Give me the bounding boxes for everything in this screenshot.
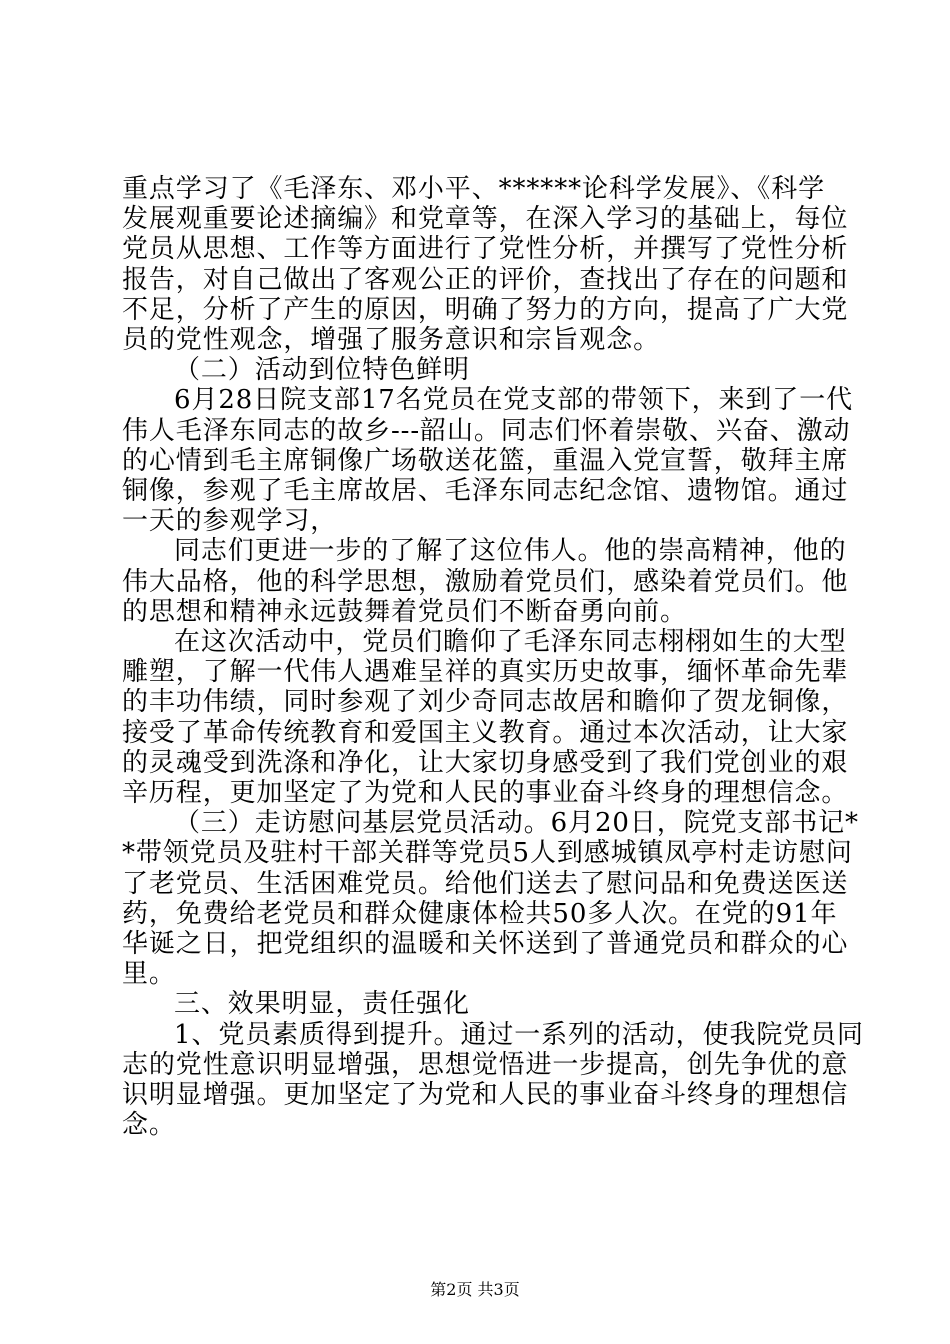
section-heading: 三、效果明显，责任强化 [174, 989, 470, 1020]
body-text-line: 6月28日院支部17名党员在党支部的带领下，来到了一代 [174, 385, 854, 416]
body-text-line: 志的党性意识明显增强，思想觉悟进一步提高，创先争优的意 [122, 1049, 849, 1080]
body-text-line: 不足，分析了产生的原因，明确了努力的方向，提高了广大党 [122, 294, 849, 325]
body-text-line: 华诞之日，把党组织的温暖和关怀送到了普通党员和群众的心 [122, 929, 849, 959]
body-text-line: 辛历程，更加坚定了为党和人民的事业奋斗终身的理想信念。 [122, 778, 849, 808]
section-heading: （三）走访慰问基层党员活动。6月20日，院党支部书记* [174, 808, 859, 839]
body-text-line: 识明显增强。更加坚定了为党和人民的事业奋斗终身的理想信 [122, 1080, 849, 1110]
body-text-line: 药，免费给老党员和群众健康体检共50多人次。在党的91年 [122, 898, 838, 929]
body-text-line: 在这次活动中，党员们瞻仰了毛泽东同志栩栩如生的大型 [174, 627, 847, 657]
body-text-line: 员的党性观念，增强了服务意识和宗旨观念。 [122, 325, 661, 355]
page-number-footer: 第2页 共3页 [430, 1280, 520, 1299]
body-text-line: 里。 [122, 959, 176, 990]
body-text-line: *带领党员及驻村干部关群等党员5人到感城镇凤亭村走访慰问 [122, 838, 853, 869]
body-text-line: 1、党员素质得到提升。通过一系列的活动，使我院党员同 [174, 1019, 864, 1050]
body-text-line: 的心情到毛主席铜像广场敬送花篮，重温入党宣誓，敬拜主席 [122, 445, 849, 476]
body-text-line: 接受了革命传统教育和爱国主义教育。通过本次活动，让大家 [122, 717, 849, 748]
body-text-line: 的思想和精神永远鼓舞着党员们不断奋勇向前。 [122, 596, 687, 627]
body-text-line: 发展观重要论述摘编》和党章等，在深入学习的基础上，每位 [122, 204, 849, 235]
body-text-line: 的丰功伟绩，同时参观了刘少奇同志故居和瞻仰了贺龙铜像， [122, 687, 849, 718]
body-text-line: 伟大品格，他的科学思想，激励着党员们，感染着党员们。他 [122, 566, 849, 597]
body-text-line: 伟人毛泽东同志的故乡---韶山。同志们怀着崇敬、兴奋、激动 [122, 415, 851, 446]
body-text-line: 了老党员、生活困难党员。给他们送去了慰问品和免费送医送 [122, 868, 849, 899]
body-text-line: 党员从思想、工作等方面进行了党性分析，并撰写了党性分析 [122, 234, 849, 265]
body-text-line: 同志们更进一步的了解了这位伟人。他的崇高精神，他的 [174, 536, 847, 567]
body-text-line: 铜像，参观了毛主席故居、毛泽东同志纪念馆、遗物馆。通过 [122, 476, 849, 506]
body-text-line: 一天的参观学习， [122, 506, 338, 537]
body-text-line: 的灵魂受到洗涤和净化，让大家切身感受到了我们党创业的艰 [122, 747, 849, 778]
section-heading: （二）活动到位特色鲜明 [174, 355, 470, 386]
body-text-line: 重点学习了《毛泽东、邓小平、******论科学发展》、《科学 [122, 174, 826, 204]
body-text-line: 雕塑，了解一代伟人遇难呈祥的真实历史故事，缅怀革命先辈 [122, 657, 849, 688]
body-text-line: 报告，对自己做出了客观公正的评价，查找出了存在的问题和 [122, 264, 849, 295]
body-text-line: 念。 [122, 1110, 176, 1141]
